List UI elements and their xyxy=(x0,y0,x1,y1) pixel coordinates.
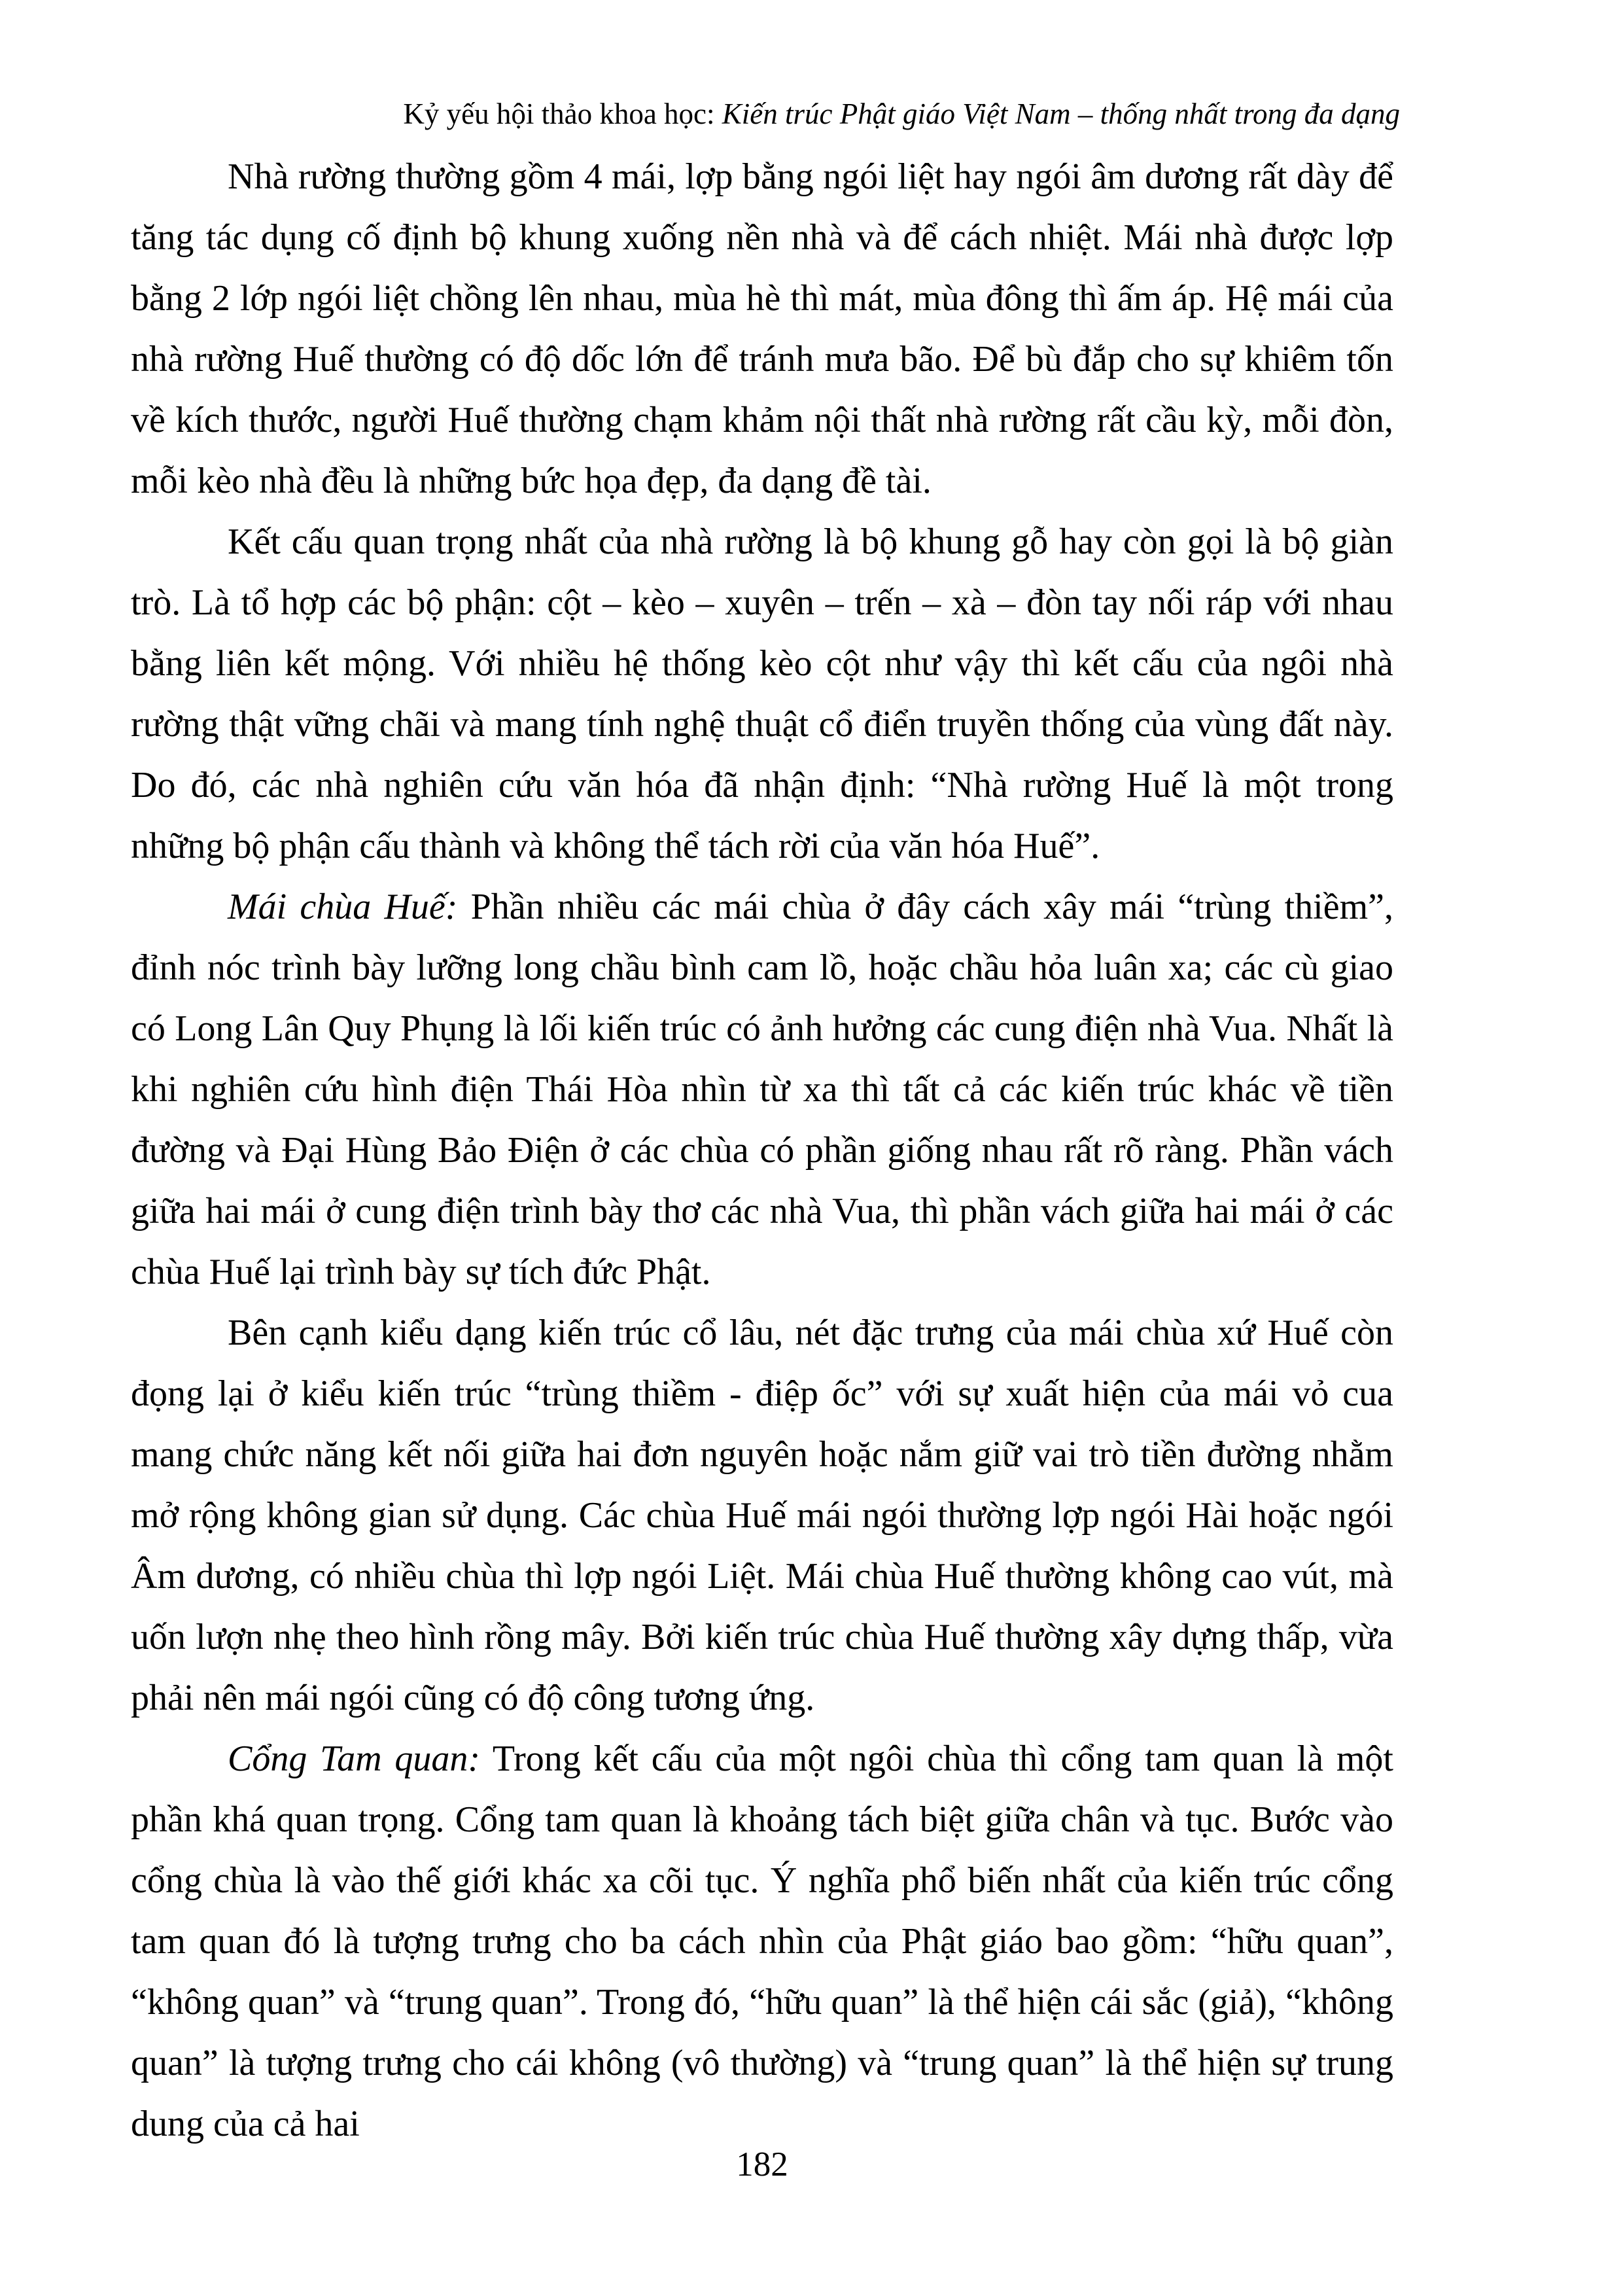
paragraph-lead-mai-chua-hue: Mái chùa Huế: xyxy=(228,887,458,927)
running-header xyxy=(131,96,1400,132)
paragraph-mai-chua-hue xyxy=(131,877,1393,1303)
paragraph-ket-cau-khung-go xyxy=(131,512,1393,877)
paragraph-text: Trong kết cấu của một ngôi chùa thì cổng tam quan là một phần khá quan trọng. Cổng tam quan là khoảng tách biệt giữa chân và tục. Bước vào cổng chùa là vào thế giới khác xa cõi tục. Ý nghĩa phổ biến nhất của kiến trúc cổng tam quan đó là tượng trưng cho ba cách nhìn của Phật giáo bao gồm: “hữu quan”, “không quan” và “trung quan”. Trong đó, “hữu quan” là thể hiện cái sắc (giả), “không quan” là tượng trưng cho cái không (vô thường) và “trung quan” là thể hiện sự trung dung của cả hai xyxy=(131,1739,1393,2144)
paragraph-nha-ruong-mai xyxy=(131,147,1393,512)
body-text xyxy=(131,147,1393,2155)
paragraph-trung-thiem-diep-oc xyxy=(131,1303,1393,1729)
header-proceedings-title: Kiến trúc Phật giáo Việt Nam – thống nhất trong đa dạng xyxy=(722,97,1400,130)
paragraph-text: Nhà rường thường gồm 4 mái, lợp bằng ngói liệt hay ngói âm dương rất dày để tăng tác dụng cố định bộ khung xuống nền nhà và để cách nhiệt. Mái nhà được lợp bằng 2 lớp ngói liệt chồng lên nhau, mùa hè thì mát, mùa đông thì ấm áp. Hệ mái của nhà rường Huế thường có độ dốc lớn để tránh mưa bão. Để bù đắp cho sự khiêm tốn về kích thước, người Huế thường chạm khảm nội thất nhà rường rất cầu kỳ, mỗi đòn, mỗi kèo nhà đều là những bức họa đẹp, đa dạng đề tài. xyxy=(131,156,1393,501)
header-series-label: Kỷ yếu hội thảo khoa học: xyxy=(403,97,722,130)
page-number: 182 xyxy=(736,2146,788,2183)
paragraph-text: Kết cấu quan trọng nhất của nhà rường là bộ khung gỗ hay còn gọi là bộ giàn trò. Là tổ hợp các bộ phận: cột – kèo – xuyên – trến – xà – đòn tay nối ráp với nhau bằng liên kết mộng. Với nhiều hệ thống kèo cột như vậy thì kết cấu của ngôi nhà rường thật vững chãi và mang tính nghệ thuật cổ điển truyền thống của vùng đất này. Do đó, các nhà nghiên cứu văn hóa đã nhận định: “Nhà rường Huế là một trong những bộ phận cấu thành và không thể tách rời của văn hóa Huế”. xyxy=(131,521,1393,866)
paragraph-lead-cong-tam-quan: Cổng Tam quan: xyxy=(228,1739,481,1779)
paragraph-text: Bên cạnh kiểu dạng kiến trúc cổ lâu, nét đặc trưng của mái chùa xứ Huế còn đọng lại ở kiểu kiến trúc “trùng thiềm - điệp ốc” với sự xuất hiện của mái vỏ cua mang chức năng kết nối giữa hai đơn nguyên hoặc nắm giữ vai trò tiền đường nhằm mở rộng không gian sử dụng. Các chùa Huế mái ngói thường lợp ngói Hài hoặc ngói Âm dương, có nhiều chùa thì lợp ngói Liệt. Mái chùa Huế thường không cao vút, mà uốn lượn nhẹ theo hình rồng mây. Bởi kiến trúc chùa Huế thường xây dựng thấp, vừa phải nên mái ngói cũng có độ công tương ứng. xyxy=(131,1313,1393,1718)
paragraph-text: Phần nhiều các mái chùa ở đây cách xây mái “trùng thiềm”, đỉnh nóc trình bày lưỡng long chầu bình cam lồ, hoặc chầu hỏa luân xa; các cù giao có Long Lân Quy Phụng là lối kiến trúc có ảnh hưởng các cung điện nhà Vua. Nhất là khi nghiên cứu hình điện Thái Hòa nhìn từ xa thì tất cả các kiến trúc khác về tiền đường và Đại Hùng Bảo Điện ở các chùa có phần giống nhau rất rõ ràng. Phần vách giữa hai mái ở cung điện trình bày thơ các nhà Vua, thì phần vách giữa hai mái ở các chùa Huế lại trình bày sự tích đức Phật. xyxy=(131,887,1393,1292)
paragraph-cong-tam-quan xyxy=(131,1729,1393,2155)
